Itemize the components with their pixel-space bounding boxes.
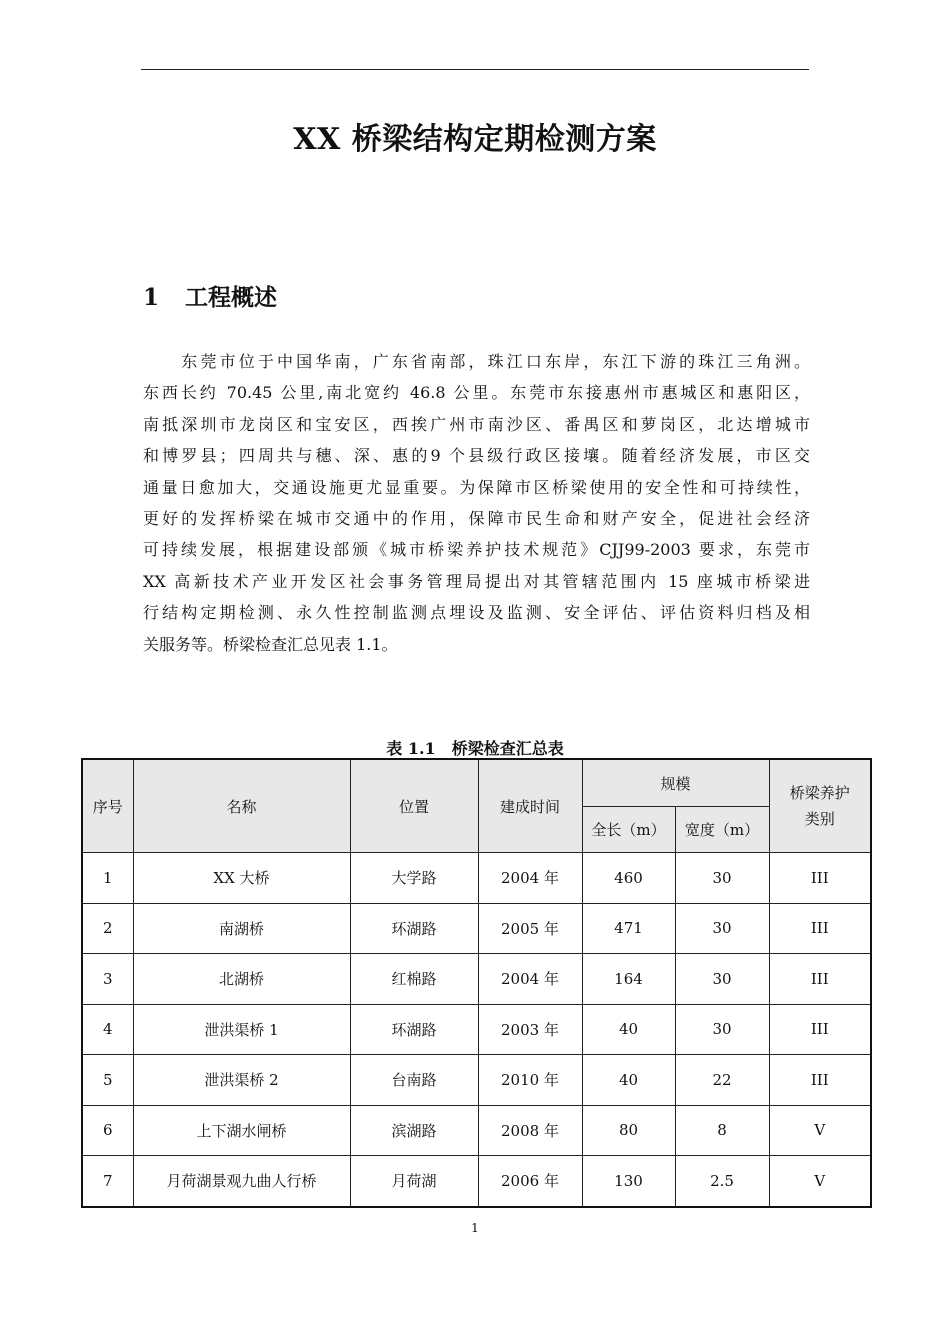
cell-location: 台南路 — [350, 1055, 478, 1106]
cell-width: 8 — [675, 1105, 769, 1156]
section-title: 工程概述 — [185, 284, 277, 311]
cell-name: XX 大桥 — [133, 853, 350, 904]
paragraph-line: 关服务等。桥梁检查汇总见表 1.1。 — [143, 634, 398, 654]
cell-name: 南湖桥 — [133, 903, 350, 954]
cell-name: 月荷湖景观九曲人行桥 — [133, 1156, 350, 1207]
cell-name: 北湖桥 — [133, 954, 350, 1005]
cell-length: 130 — [582, 1156, 675, 1207]
overview-paragraph — [143, 346, 810, 660]
cell-length: 471 — [582, 903, 675, 954]
table-row — [82, 853, 871, 904]
table-row — [82, 1055, 871, 1106]
cell-length: 40 — [582, 1004, 675, 1055]
cell-width: 2.5 — [675, 1156, 769, 1207]
section-heading — [143, 279, 277, 312]
paragraph-line: XX 高新技术产业开发区社会事务管理局提出对其管辖范围内 15 座城市桥梁进 — [143, 571, 810, 591]
cell-location: 红棉路 — [350, 954, 478, 1005]
cell-category: III — [769, 853, 871, 904]
cell-category: V — [769, 1156, 871, 1207]
cell-built: 2006 年 — [478, 1156, 582, 1207]
cell-index: 3 — [82, 954, 133, 1005]
cell-name: 泄洪渠桥 2 — [133, 1055, 350, 1106]
cell-name: 上下湖水闸桥 — [133, 1105, 350, 1156]
paragraph-line: 行结构定期检测、永久性控制监测点埋设及监测、安全评估、评估资料归档及相 — [143, 603, 810, 623]
table-row — [82, 954, 871, 1005]
cell-built: 2010 年 — [478, 1055, 582, 1106]
cell-built: 2005 年 — [478, 903, 582, 954]
paragraph-line: 可持续发展，根据建设部颁《城市桥梁养护技术规范》CJJ99-2003 要求，东莞市 — [143, 540, 810, 560]
table-row — [82, 903, 871, 954]
cell-length: 80 — [582, 1105, 675, 1156]
cell-location: 滨湖路 — [350, 1105, 478, 1156]
page-number: 1 — [471, 1221, 479, 1235]
cell-index: 6 — [82, 1105, 133, 1156]
paragraph-line: 和博罗县；四周共与穗、深、惠的9 个县级行政区接壤。随着经济发展，市区交 — [143, 446, 810, 466]
cell-width: 22 — [675, 1055, 769, 1106]
cell-location: 月荷湖 — [350, 1156, 478, 1207]
cell-width: 30 — [675, 1004, 769, 1055]
cell-width: 30 — [675, 954, 769, 1005]
cell-built: 2004 年 — [478, 853, 582, 904]
cell-length: 40 — [582, 1055, 675, 1106]
cell-index: 4 — [82, 1004, 133, 1055]
header-length: 全长（m） — [582, 807, 675, 853]
header-width: 宽度（m） — [675, 807, 769, 853]
paragraph-line: 南抵深圳市龙岗区和宝安区，西挨广州市南沙区、番禺区和萝岗区，北达增城市 — [143, 414, 810, 434]
header-category: 桥梁养护类别 — [769, 759, 871, 853]
document-title: XX 桥梁结构定期检测方案 — [293, 122, 657, 157]
cell-built: 2008 年 — [478, 1105, 582, 1156]
cell-length: 164 — [582, 954, 675, 1005]
cell-category: III — [769, 954, 871, 1005]
cell-category: V — [769, 1105, 871, 1156]
cell-index: 2 — [82, 903, 133, 954]
header-scale: 规模 — [582, 759, 769, 807]
table-row — [82, 1004, 871, 1055]
header-rule — [141, 69, 809, 70]
paragraph-line: 东莞市位于中国华南，广东省南部，珠江口东岸，东江下游的珠江三角洲。 — [143, 352, 810, 371]
table-row — [82, 1105, 871, 1156]
bridge-summary-table — [81, 758, 872, 1208]
cell-category: III — [769, 903, 871, 954]
cell-index: 1 — [82, 853, 133, 904]
cell-category: III — [769, 1055, 871, 1106]
header-name: 名称 — [133, 759, 350, 853]
cell-width: 30 — [675, 903, 769, 954]
table-body — [82, 853, 871, 1207]
header-location: 位置 — [350, 759, 478, 853]
section-number: 1 — [143, 284, 160, 311]
header-built: 建成时间 — [478, 759, 582, 853]
paragraph-line: 东西长约 70.45 公里,南北宽约 46.8 公里。东莞市东接惠州市惠城区和惠阳区， — [143, 383, 810, 403]
header-index: 序号 — [82, 759, 133, 853]
cell-built: 2003 年 — [478, 1004, 582, 1055]
cell-length: 460 — [582, 853, 675, 904]
table-row — [82, 1156, 871, 1207]
cell-location: 环湖路 — [350, 903, 478, 954]
paragraph-line: 更好的发挥桥梁在城市交通中的作用，保障市民生命和财产安全，促进社会经济 — [143, 509, 810, 529]
cell-name: 泄洪渠桥 1 — [133, 1004, 350, 1055]
cell-location: 环湖路 — [350, 1004, 478, 1055]
table-caption: 表 1.1 桥梁检查汇总表 — [386, 739, 564, 758]
cell-width: 30 — [675, 853, 769, 904]
cell-location: 大学路 — [350, 853, 478, 904]
cell-index: 7 — [82, 1156, 133, 1207]
cell-category: III — [769, 1004, 871, 1055]
cell-built: 2004 年 — [478, 954, 582, 1005]
paragraph-line: 通量日愈加大，交通设施更尤显重要。为保障市区桥梁使用的安全性和可持续性， — [143, 477, 810, 497]
cell-index: 5 — [82, 1055, 133, 1106]
